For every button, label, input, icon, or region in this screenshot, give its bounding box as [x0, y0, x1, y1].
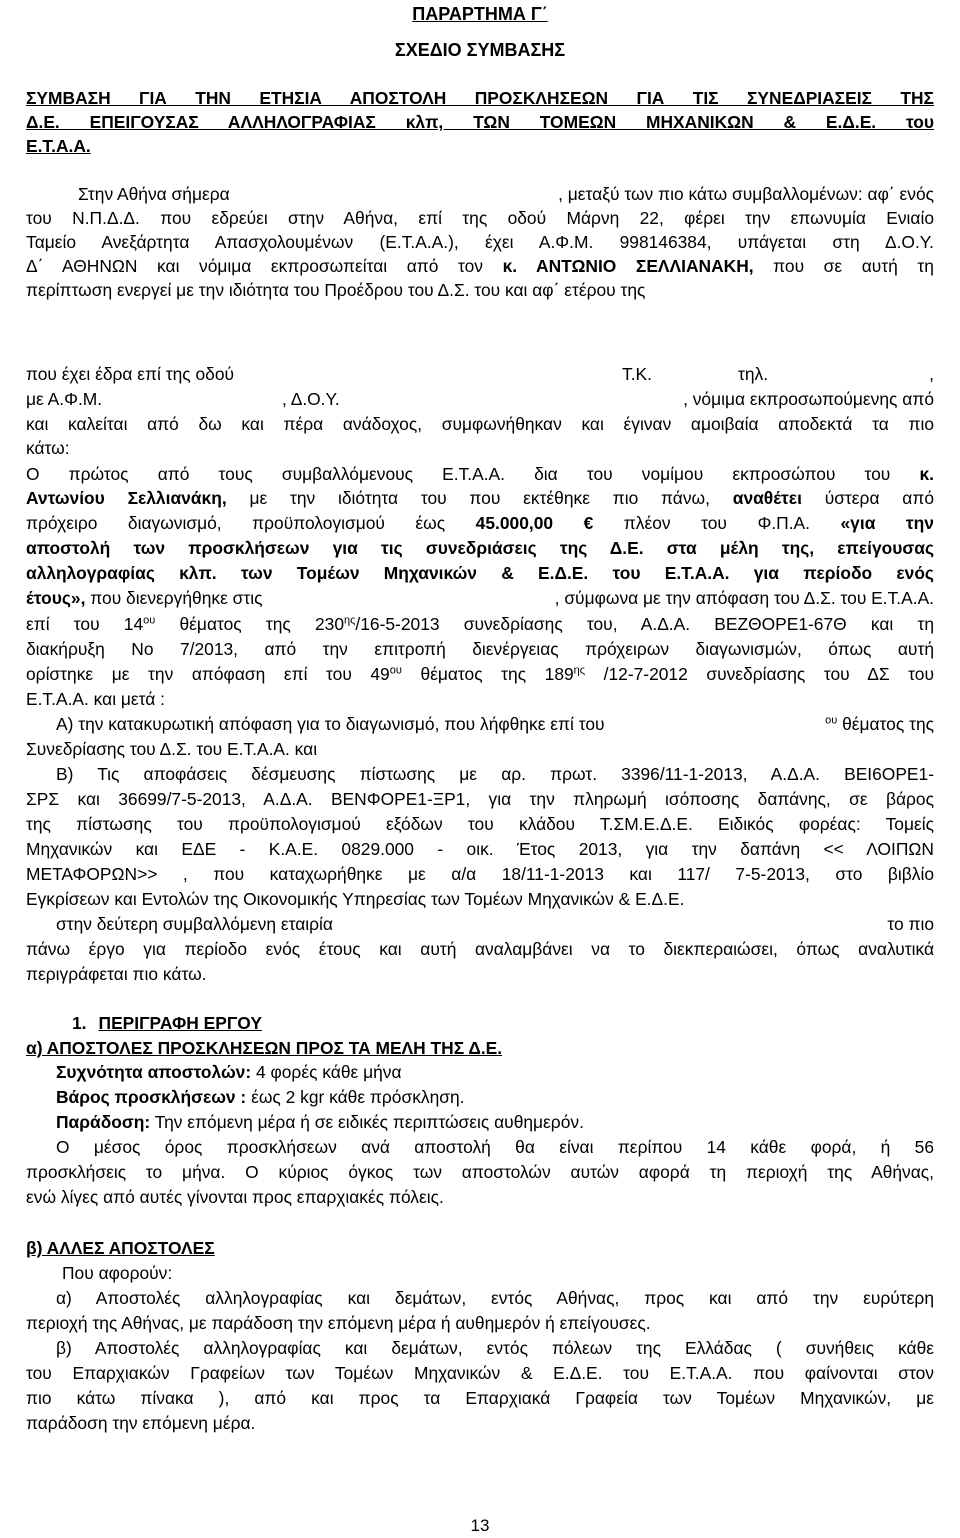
contractor-line-3: και καλείται από δω και πέρα ανάδοχος, συμφωνήθηκαν και έγιναν αμοιβαία αποδεκτά τα πιο [26, 414, 934, 434]
assignment-line-8: διακήρυξη Νο 7/2013, από την επιτροπή διενέργειας πρόχειρων διαγωνισμών, όπως αυτή [26, 639, 934, 659]
paragraph-parties-line-4: Δ΄ ΑΘΗΝΩΝ και νόμιμα εκπροσωπείται από τον κ. ΑΝΤΩΝΙΟ ΣΕΛΛΙΑΝΑΚΗ, που σε αυτή τη [26, 256, 934, 276]
assignment-line-13: Β) Τις αποφάσεις δέσμευσης πίστωσης με αρ. πρωτ. 3396/11-1-2013, Α.Δ.Α. ΒΕΙ6ΟΡΕ1- [56, 764, 934, 784]
assignment-line-18: Εγκρίσεων και Εντολών της Οικονομικής Υπηρεσίας των Τομέων Μηχανικών & Ε.Δ.Ε. [26, 889, 685, 909]
assignment-line-15: της πίστωσης του προϋπολογισμού εξόδων του κλάδου Τ.ΣΜ.Ε.Δ.Ε. Ειδικός φορέας: Τομείς [26, 814, 934, 834]
page-number: 13 [470, 1516, 490, 1535]
contract-title-line-3: Ε.Τ.Α.Α. [26, 136, 91, 156]
draft-heading: ΣΧΕΔΙΟ ΣΥΜΒΑΣΗΣ [394, 40, 566, 60]
paragraph-parties-line-5: περίπτωση ενεργεί με την ιδιότητα του Προέδρου του Δ.Σ. του και αφ΄ ετέρου της [26, 280, 646, 300]
contractor-line-4: κάτω: [26, 438, 70, 458]
contract-title-line-2: Δ.Ε. ΕΠΕΙΓΟΥΣΑΣ ΑΛΛΗΛΟΓΡΑΦΙΑΣ κλπ, ΤΩΝ ΤΟΜΕΩΝ ΜΗΧΑΝΙΚΩΝ & Ε.Δ.Ε. του [26, 112, 934, 132]
assignment-line-12: Συνεδρίασης του Δ.Σ. του Ε.Τ.Α.Α. και [26, 739, 318, 759]
item-b-line-1: β) Αποστολές αλληλογραφίας και δεμάτων, εντός πόλεων της Ελλάδας ( συνήθεις κάθε [56, 1338, 934, 1358]
assignment-line-20: πάνω έργο για περίοδο ενός έτους και αυτή αναλαμβάνει να το διεκπεραιώσει, όπως αναλυτικά [26, 939, 934, 959]
subsection-a-heading: α) ΑΠΟΣΤΟΛΕΣ ΠΡΟΣΚΛΗΣΕΩΝ ΠΡΟΣ ΤΑ ΜΕΛΗ ΤΗΣ Δ.Ε. [26, 1038, 503, 1058]
euro-sign: € [583, 513, 594, 533]
average-line-1: Ο μέσος όρος προσκλήσεων ανά αποστολή θα είναι περίπου 14 κάθε φορά, ή 56 [56, 1137, 934, 1157]
concern-line: Που αφορούν: [62, 1263, 173, 1283]
assignment-line-17: ΜΕΤΑΦΟΡΩΝ>> , που καταχωρήθηκε με α/α 18/11-1-2013 και 117/ 7-5-2013, στο βιβλίο [26, 864, 934, 884]
paragraph-parties-line-3: Ταμείο Ανεξάρτητα Απασχολουμένων (Ε.Τ.Α.Α.), έχει Α.Φ.Μ. 998146384, υπάγεται στη Δ.Ο.Υ. [26, 232, 934, 252]
average-line-3: ενώ λίγες από αυτές γίνονται προς επαρχιακές πόλεις. [26, 1187, 444, 1207]
assignment-line-4: αποστολή των προσκλήσεων για τις συνεδριάσεις της Δ.Ε. στα μέλη της, επείγουσας [26, 538, 934, 558]
assignment-line-7: επί του $14^{o\upsilon}$ θέματος της $230^{\eta\varsigma}/16-5-2013$ συνεδρίασης του, Α.Δ.Α. ΒΕΖΘΟΡΕ1-67Θ και τη [26, 614, 934, 634]
contract-title-line-1: ΣΥΜΒΑΣΗ ΓΙΑ ΤΗΝ ΕΤΗΣΙΑ ΑΠΟΣΤΟΛΗ ΠΡΟΣΚΛΗΣΕΩΝ ΓΙΑ ΤΙΣ ΣΥΝΕΔΡΙΑΣΕΙΣ ΤΗΣ [26, 88, 934, 108]
delivery-line: Παράδοση: Την επόμενη μέρα ή σε ειδικές περιπτώσεις αυθημερόν. [56, 1112, 584, 1132]
assignment-line-5: αλληλογραφίας κλπ. των Τομέων Μηχανικών & Ε.Δ.Ε. του Ε.Τ.Α.Α. για περίοδο ενός [26, 563, 934, 583]
item-b-line-2: του Επαρχιακών Γραφείων των Τομέων Μηχανικών & Ε.Δ.Ε. του Ε.Τ.Α.Α. που φαίνονται στον [26, 1363, 934, 1383]
assignment-line-14: ΣΡΣ και 36699/7-5-2013, Α.Δ.Α. ΒΕΝΦΟΡΕ1-ΞΡ1, για την πληρωμή ισόποσης δαπάνης, σε βάρος [26, 789, 934, 809]
assignment-line-2: Αντωνίου Σελλιανάκη, με την ιδιότητα του που εκτέθηκε πιο πάνω, αναθέτει ύστερα από [26, 488, 934, 508]
item-a-line-1: α) Αποστολές αλληλογραφίας και δεμάτων, εντός Αθήνας, προς και από την ευρύτερη [56, 1288, 934, 1308]
frequency-line: Συχνότητα αποστολών: 4 φορές κάθε μήνα [56, 1062, 402, 1082]
assignment-line-9: ορίστηκε με την απόφαση επί του $49^{o\upsilon}$ θέματος της $189^{\eta\varsigma}$ /12-7-2012 συνεδρίασης του ΔΣ του [26, 664, 934, 684]
assignment-line-3: πρόχειρο διαγωνισμό, προϋπολογισμού έως 45.000,00 € πλέον του Φ.Π.Α. «για την [26, 513, 934, 533]
item-b-line-3: πιο κάτω πίνακα ), από και προς τα Επαρχιακά Γραφεία των Τομέων Μηχανικών, με [26, 1388, 934, 1408]
item-a-line-2: περιοχή της Αθήνας, με παράδοση την επόμενη μέρα ή αυθημερόν ή επείγουσες. [26, 1313, 651, 1333]
annex-heading: ΠΑΡΑΡΤΗΜΑ Γ΄ [412, 4, 548, 24]
section-heading: 1. ΠΕΡΙΓΡΑΦΗ ΕΡΓΟΥ [72, 1013, 262, 1033]
weight-line: Βάρος προσκλήσεων : έως 2 kgr κάθε πρόσκληση. [56, 1087, 465, 1107]
average-line-2: προσκλήσεις το μήνα. Ο κύριος όγκος των αποστολών αυτών αφορά τη περιοχή της Αθήνας, [26, 1162, 934, 1182]
subsection-b-heading: β) ΑΛΛΕΣ ΑΠΟΣΤΟΛΕΣ [26, 1238, 215, 1258]
paragraph-parties-line-2: του Ν.Π.Δ.Δ. που εδρεύει στην Αθήνα, επί της οδού Μάρνη 22, φέρει την επωνυμία Ενιαίο [26, 208, 934, 228]
document-page: ΠΑΡΑΡΤΗΜΑ Γ΄ ΣΧΕΔΙΟ ΣΥΜΒΑΣΗΣ ΣΥΜΒΑΣΗ ΓΙΑ ΤΗΝ ΕΤΗΣΙΑ ΑΠΟΣΤΟΛΗ ΠΡΟΣΚΛΗΣΕΩΝ ΓΙΑ ΤΙΣ ΣΥΝΕΔΡΙΑΣΕΙΣ ΤΗΣ Δ.Ε. ΕΠΕΙΓΟΥΣΑΣ ΑΛΛΗΛΟΓΡΑΦΙΑΣ κλπ, ΤΩΝ ΤΟΜΕΩΝ ΜΗΧΑΝΙΚΩΝ & Ε.Δ.Ε. του Ε.Τ.Α.Α. Στην Αθήνα σήμερα , μεταξύ των πιο κάτω συμβαλλομένων: αφ΄ ενός του Ν.Π.Δ.Δ. που εδρεύει στην Αθήνα, επί της οδού Μάρνη 22, φέρει την επωνυμία Ενιαίο Ταμείο Ανεξάρτητα Απασχολουμένων (Ε.Τ.Α.Α.), έχει Α.Φ.Μ. 998146384, υπάγεται στη Δ.Ο.Υ. Δ΄ ΑΘΗΝΩΝ και νόμιμα εκπροσωπείται από τον κ. ΑΝΤΩΝΙΟ ΣΕΛΛΙΑΝΑΚΗ, που σε αυτή τη περίπτωση ενεργεί με την ιδιότητα του Προέδρου του Δ.Σ. του και αφ΄ ετέρου της που έχει έδρα επί της οδού Τ.Κ. τηλ. , με Α.Φ.Μ. , Δ.Ο.Υ. , νόμιμα εκπροσωπούμενης από και καλείται από δω και πέρα ανάδοχος, συμφωνήθηκαν και έγιναν αμοιβαία αποδεκτά τα πιο κάτω: Ο πρώτος από τους συμβαλλόμενους Ε.Τ.Α.Α. δια του νομίμου εκπροσώπου του κ. Αντωνίου Σελλιανάκη, με την ιδιότητα του που εκτέθηκε πιο πάνω, αναθέτει ύστερα από πρόχειρο διαγωνισμό, προϋπολογισμού έως 45.000,00 € πλέον του Φ.Π.Α. «για την αποστολή των προσκλήσεων για τις συνεδριάσεις της Δ.Ε. στα μέλη της, επείγουσας αλληλογραφίας κλπ. των Τομέων Μηχανικών & Ε.Δ.Ε. του Ε.Τ.Α.Α. για περίοδο ενός έτους», που διενεργήθηκε στις , σύμφωνα με την απόφαση του Δ.Σ. του Ε.Τ.Α.Α. επί του $14^{o\upsilon}$ θέματος της $230^{\eta\varsigma}/16-5-2013$ συνεδρίασης του, Α.Δ.Α. ΒΕΖΘΟΡΕ1-67Θ και τη διακήρυξη Νο 7/2013, από την επιτροπή διενέργειας πρόχειρων διαγωνισμών, όπως αυτή ορίστηκε με την απόφαση επί του $49^{o\upsilon}$ θέματος της $189^{\eta\varsigma}$ /12-7-2012 συνεδρίασης του ΔΣ του Ε.Τ.Α.Α. και μετά : Α) την κατακυρωτική απόφαση για το διαγωνισμό, που λήφθηκε επί του $^{o\upsilon}$ θέματος της Συνεδρίασης του Δ.Σ. του Ε.Τ.Α.Α. και Β) Τις αποφάσεις δέσμευσης πίστωσης με αρ. πρωτ. 3396/11-1-2013, Α.Δ.Α. ΒΕΙ6ΟΡΕ1- ΣΡΣ και 36699/7-5-2013, Α.Δ.Α. ΒΕΝΦΟΡΕ1-ΞΡ1, για την πληρωμή ισόποσης δαπάνης, σε βάρος της πίστωσης του προϋπολογισμού εξόδων του κλάδου Τ.ΣΜ.Ε.Δ.Ε. Ειδικός φορέας: Τομείς Μηχανικών και ΕΔΕ - Κ.Α.Ε. 0829.000 - οικ. Έτος 2013, για την δαπάνη << ΛΟΙΠΩΝ ΜΕΤΑΦΟΡΩΝ>> , που καταχωρήθηκε με α/α 18/11-1-2013 και 117/ 7-5-2013, στο βιβλίο Εγκρίσεων και Εντολών της Οικονομικής Υπηρεσίας των Τομέων Μηχανικών & Ε.Δ.Ε. στην δεύτερη συμβαλλόμενη εταιρία το πιο πάνω έργο για περίοδο ενός έτους και αυτή αναλαμβάνει να το διεκπεραιώσει, όπως αναλυτικά περιγράφεται πιο κάτω. 1. ΠΕΡΙΓΡΑΦΗ ΕΡΓΟΥ α) ΑΠΟΣΤΟΛΕΣ ΠΡΟΣΚΛΗΣΕΩΝ ΠΡΟΣ ΤΑ ΜΕΛΗ ΤΗΣ Δ.Ε. Συχνότητα αποστολών: 4 φορές κάθε μήνα Βάρος προσκλήσεων : έως 2 kgr κάθε πρόσκληση. Παράδοση: Την επόμενη μέρα ή σε ειδικές περιπτώσεις αυθημερόν. Ο μέσος όρος προσκλήσεων ανά αποστολή θα είναι περίπου 14 κάθε φορά, ή 56 προσκλήσεις το μήνα. Ο κύριος όγκος των αποστολών αυτών αφορά τη περιοχή της Αθήνας, ενώ λίγες από αυτές γίνονται προς επαρχιακές πόλεις. β) ΑΛΛΕΣ ΑΠΟΣΤΟΛΕΣ Που αφορούν: α) Αποστολές αλληλογραφίας και δεμάτων, εντός Αθήνας, προς και από την ευρύτερη περιοχή της Αθήνας, με παράδοση την επόμενη μέρα ή αυθημερόν ή επείγουσες. β) Αποστολές αλληλογραφίας και δεμάτων, εντός πόλεων της Ελλάδας ( συνήθεις κάθε του Επαρχιακών Γραφείων των Τομέων Μηχανικών & Ε.Δ.Ε. του Ε.Τ.Α.Α. που φαίνονται στον πιο κάτω πίνακα ), από και προς τα Επαρχιακά Γραφεία των Τομέων Μηχανικών, με παράδοση την επόμενη μέρα. 13 [26, 4, 934, 1535]
assignment-line-16: Μηχανικών και ΕΔΕ - Κ.Α.Ε. 0829.000 - οικ. Έτος 2013, για την δαπάνη << ΛΟΙΠΩΝ [26, 839, 934, 859]
assignment-line-21: περιγράφεται πιο κάτω. [26, 964, 207, 984]
item-b-line-4: παράδοση την επόμενη μέρα. [26, 1413, 256, 1433]
assignment-line-10: Ε.Τ.Α.Α. και μετά : [26, 689, 166, 709]
assignment-line-1: Ο πρώτος από τους συμβαλλόμενους Ε.Τ.Α.Α. δια του νομίμου εκπροσώπου του κ. [26, 464, 934, 484]
